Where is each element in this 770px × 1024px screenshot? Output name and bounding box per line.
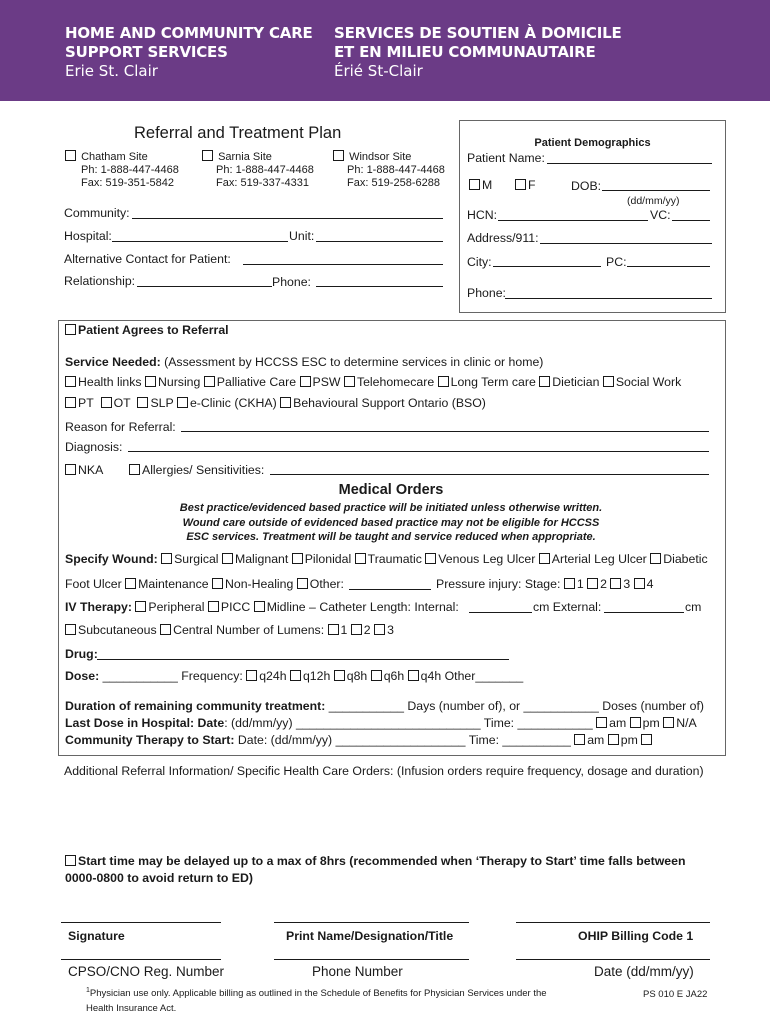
- patient-name-field[interactable]: [547, 163, 712, 164]
- city-field[interactable]: [493, 266, 601, 267]
- cm-label: cm: [685, 600, 702, 614]
- checkbox[interactable]: [65, 376, 76, 387]
- hcn-label: HCN:: [467, 208, 498, 222]
- female-checkbox[interactable]: [515, 179, 526, 190]
- q12h-checkbox[interactable]: [290, 670, 301, 681]
- diagnosis-label: Diagnosis:: [65, 440, 123, 454]
- lumen-label: 2: [363, 623, 371, 637]
- pressure-row: [436, 577, 653, 591]
- service-pt[interactable]: [65, 396, 94, 410]
- checkbox[interactable]: [539, 553, 550, 564]
- unit-field[interactable]: [316, 241, 443, 242]
- site-sarnia: [202, 150, 314, 190]
- service-label: Behavioural Support Ontario (BSO): [293, 396, 486, 410]
- stage-label: 3: [623, 577, 631, 591]
- stage1-checkbox[interactable]: [564, 578, 575, 589]
- checkbox[interactable]: [650, 553, 661, 564]
- form-title: Referral and Treatment Plan: [134, 124, 342, 142]
- male-label: M: [482, 178, 493, 192]
- header-en-line1: HOME AND COMMUNITY CARE: [65, 24, 313, 42]
- windsor-site-name: Windsor Site: [349, 151, 412, 163]
- dose-field[interactable]: ___________: [102, 669, 178, 683]
- checkbox[interactable]: [137, 397, 148, 408]
- service-health-links[interactable]: [65, 375, 142, 389]
- wound-option-label: Maintenance: [138, 577, 209, 591]
- services-row2: [65, 396, 486, 410]
- ohip-label: OHIP Billing Code 1: [578, 929, 694, 943]
- windsor-fax: Fax: 519-258-6288: [347, 177, 440, 189]
- wound-option-label: Venous Leg Ulcer: [438, 552, 536, 566]
- patient-agrees: [65, 323, 229, 337]
- community-field[interactable]: [132, 218, 443, 219]
- date-field[interactable]: [516, 959, 710, 960]
- signature-field[interactable]: [61, 922, 221, 923]
- start-time-note: [65, 853, 686, 887]
- q4h-checkbox[interactable]: [408, 670, 419, 681]
- nka-label: NKA: [78, 463, 104, 477]
- wound-option-label: Other:: [309, 577, 344, 591]
- pc-field[interactable]: [627, 266, 710, 267]
- allergies-checkbox[interactable]: [129, 464, 140, 475]
- checkbox[interactable]: [539, 376, 550, 387]
- nka-option: [65, 463, 103, 477]
- service-label: Nursing: [157, 375, 201, 389]
- note-line2: Wound care outside of evidenced based practice may not be eligible for HCCSS: [182, 516, 600, 529]
- checkbox[interactable]: [212, 578, 223, 589]
- checkbox[interactable]: [280, 397, 291, 408]
- header-fr-line1: SERVICES DE SOUTIEN À DOMICILE: [334, 24, 622, 42]
- footnote-line2: Health Insurance Act.: [86, 1003, 177, 1015]
- footnote: [86, 983, 547, 1016]
- relationship-label: Relationship:: [64, 274, 136, 288]
- checkbox[interactable]: [161, 553, 172, 564]
- drug-field[interactable]: [97, 659, 509, 660]
- service-telehomecare[interactable]: [344, 375, 434, 389]
- reason-field[interactable]: [181, 431, 709, 432]
- wound-option-label: Traumatic: [367, 552, 422, 566]
- services-row1: [65, 375, 681, 389]
- allergies-field[interactable]: [270, 474, 709, 475]
- address-label: Address/911:: [467, 231, 539, 245]
- iv-option-label: Subcutaneous: [78, 623, 157, 637]
- lumen-label: 1: [340, 623, 348, 637]
- wound-row1: [65, 552, 708, 566]
- wound-non-healing[interactable]: [212, 577, 293, 591]
- iv-label: IV Therapy:: [65, 600, 132, 614]
- wound-option-label: Diabetic: [663, 552, 708, 566]
- checkbox[interactable]: [344, 376, 355, 387]
- dose-row: [65, 669, 523, 683]
- iv-option-label: Peripheral: [148, 600, 205, 614]
- checkbox[interactable]: [177, 397, 188, 408]
- last-dose-pm-checkbox[interactable]: [630, 717, 641, 728]
- checkbox[interactable]: [355, 553, 366, 564]
- sarnia-checkbox[interactable]: [202, 150, 213, 161]
- cpso-field[interactable]: [61, 959, 221, 960]
- stage3-checkbox[interactable]: [610, 578, 621, 589]
- frequency-option: q4h Other: [420, 669, 476, 683]
- checkbox[interactable]: [208, 601, 219, 612]
- internal-length-field[interactable]: [469, 612, 532, 613]
- pm-label: pm: [620, 733, 638, 747]
- checkbox[interactable]: [101, 397, 112, 408]
- lumen3-checkbox[interactable]: [374, 624, 385, 635]
- allergies-label: Allergies/ Sensitivities:: [142, 463, 265, 477]
- checkbox[interactable]: [65, 397, 76, 408]
- relationship-field[interactable]: [137, 286, 272, 287]
- checkbox[interactable]: [292, 553, 303, 564]
- chatham-phone: Ph: 1-888-447-4468: [81, 164, 179, 176]
- start-time-line1: Start time may be delayed up to a max of 8hrs (recommended when ‘Therapy to Start’ time falls between: [78, 854, 686, 868]
- community-therapy-row: [65, 733, 654, 747]
- phone-field[interactable]: [316, 286, 443, 287]
- iv-subcutaneous[interactable]: [65, 623, 157, 637]
- pm-label: pm: [642, 716, 660, 730]
- iv-picc[interactable]: [208, 600, 250, 614]
- footnote-line1: Physician use only. Applicable billing as outlined in the Schedule of Benefits for Physician Services under the: [89, 988, 547, 1000]
- checkbox[interactable]: [254, 601, 265, 612]
- duration-text[interactable]: ___________ Days (number of), or ___________ Doses (number of): [328, 699, 705, 713]
- service-needed-row: [65, 355, 543, 369]
- vc-field[interactable]: [672, 220, 710, 221]
- wound-option-label: Pilonidal: [304, 552, 352, 566]
- phone-number-field[interactable]: [274, 959, 469, 960]
- start-time-checkbox[interactable]: [65, 855, 76, 866]
- service-ot[interactable]: [101, 396, 131, 410]
- wound-option-label: Arterial Leg Ulcer: [551, 552, 647, 566]
- diagnosis-field[interactable]: [128, 451, 709, 452]
- print-name-field[interactable]: [274, 922, 469, 923]
- service-label: Social Work: [615, 375, 682, 389]
- service-label: OT: [113, 396, 131, 410]
- service-dietician[interactable]: [539, 375, 599, 389]
- am-label: am: [609, 716, 627, 730]
- site-windsor: [333, 150, 445, 190]
- checkbox[interactable]: [300, 376, 311, 387]
- drug-label: Drug:: [65, 647, 98, 661]
- header-english: [65, 24, 313, 81]
- service-nursing[interactable]: [145, 375, 200, 389]
- checkbox[interactable]: [438, 376, 449, 387]
- ohip-field[interactable]: [516, 922, 710, 923]
- frequency-option: q8h: [346, 669, 368, 683]
- agree-checkbox[interactable]: [65, 324, 76, 335]
- stage2-checkbox[interactable]: [587, 578, 598, 589]
- checkbox[interactable]: [603, 376, 614, 387]
- therapy-am-checkbox[interactable]: [574, 734, 585, 745]
- wound-other[interactable]: [297, 577, 344, 591]
- pressure-label: Pressure injury: Stage:: [436, 577, 561, 591]
- iv-option-label: PICC: [220, 600, 251, 614]
- site-chatham: [65, 150, 179, 190]
- agree-label: Patient Agrees to Referral: [78, 323, 229, 337]
- hospital-label: Hospital:: [64, 229, 112, 243]
- allergies-option: [129, 463, 264, 477]
- service-label: Palliative Care: [216, 375, 297, 389]
- wound-traumatic[interactable]: [355, 552, 422, 566]
- q24h-checkbox[interactable]: [246, 670, 257, 681]
- service-label: e-Clinic (CKHA): [189, 396, 277, 410]
- service-long-term-care[interactable]: [438, 375, 536, 389]
- dob-format: (dd/mm/yy): [627, 195, 680, 207]
- frequency-option: q6h: [383, 669, 405, 683]
- service-label: Health links: [78, 375, 142, 389]
- lumen2-checkbox[interactable]: [351, 624, 362, 635]
- community-therapy-text[interactable]: Date: (dd/mm/yy) ___________________ Time: __________: [234, 733, 571, 747]
- vc-label: VC:: [650, 208, 671, 222]
- last-dose-am-checkbox[interactable]: [596, 717, 607, 728]
- iv-central[interactable]: [160, 623, 324, 637]
- city-label: City:: [467, 255, 492, 269]
- pc-label: PC:: [606, 255, 627, 269]
- na-label: N/A: [676, 716, 697, 730]
- footnote-mark: 1: [86, 987, 90, 994]
- chatham-checkbox[interactable]: [65, 150, 76, 161]
- community-label: Community:: [64, 206, 130, 220]
- last-dose-na-checkbox[interactable]: [663, 717, 674, 728]
- q8h-checkbox[interactable]: [334, 670, 345, 681]
- reason-label: Reason for Referral:: [65, 420, 176, 434]
- wound-other-field[interactable]: [349, 589, 431, 590]
- checkbox[interactable]: [204, 376, 215, 387]
- last-dose-label: Last Dose in Hospital: Date: [65, 716, 225, 730]
- subcutaneous-row: [65, 623, 394, 637]
- wound-option-label: Malignant: [234, 552, 289, 566]
- sarnia-site-name: Sarnia Site: [218, 151, 272, 163]
- stage-label: 4: [646, 577, 654, 591]
- community-therapy-label: Community Therapy to Start:: [65, 733, 235, 747]
- wound-venous[interactable]: [425, 552, 535, 566]
- checkbox[interactable]: [125, 578, 136, 589]
- male-checkbox[interactable]: [469, 179, 480, 190]
- wound-row2: [65, 577, 344, 591]
- service-slp[interactable]: [137, 396, 173, 410]
- phone-label: Phone:: [272, 275, 311, 289]
- checkbox[interactable]: [145, 376, 156, 387]
- dob-field[interactable]: [602, 190, 710, 191]
- sarnia-fax: Fax: 519-337-4331: [216, 177, 309, 189]
- sex-female: [515, 178, 536, 192]
- external-length-field[interactable]: [604, 612, 684, 613]
- iv-peripheral[interactable]: [135, 600, 204, 614]
- wound-arterial[interactable]: [539, 552, 647, 566]
- alt-contact-field[interactable]: [243, 264, 443, 265]
- stage-label: 1: [576, 577, 584, 591]
- iv-midline[interactable]: [254, 600, 459, 614]
- wound-malignant[interactable]: [222, 552, 288, 566]
- chatham-fax: Fax: 519-351-5842: [81, 177, 174, 189]
- therapy-pm-checkbox[interactable]: [608, 734, 619, 745]
- header-en-region: Erie St. Clair: [65, 62, 158, 80]
- iv-option-label: Midline – Catheter Length: Internal:: [266, 600, 459, 614]
- form-code: PS 010 E JA22: [643, 989, 708, 1000]
- service-label: Dietician: [552, 375, 600, 389]
- dose-label: Dose:: [65, 669, 100, 683]
- service-eclinic[interactable]: [177, 396, 277, 410]
- date-label: Date (dd/mm/yy): [594, 964, 694, 979]
- signature-label: Signature: [68, 929, 125, 943]
- chatham-site-name: Chatham Site: [81, 151, 148, 163]
- demographics-title: Patient Demographics: [534, 137, 651, 149]
- frequency-option: q24h: [259, 669, 287, 683]
- service-needed-note: (Assessment by HCCSS ESC to determine services in clinic or home): [164, 355, 544, 369]
- service-psw[interactable]: [300, 375, 341, 389]
- phone-number-label: Phone Number: [312, 964, 403, 979]
- checkbox[interactable]: [222, 553, 233, 564]
- frequency-option: q12h: [302, 669, 331, 683]
- checkbox[interactable]: [135, 601, 146, 612]
- stage-label: 2: [600, 577, 607, 591]
- checkbox[interactable]: [160, 624, 171, 635]
- header-french: [334, 24, 622, 81]
- dob-label: DOB:: [571, 179, 602, 193]
- stage4-checkbox[interactable]: [634, 578, 645, 589]
- service-social-work[interactable]: [603, 375, 681, 389]
- checkbox[interactable]: [425, 553, 436, 564]
- service-palliative[interactable]: [204, 375, 296, 389]
- header-fr-region: Érié St-Clair: [334, 62, 423, 80]
- windsor-checkbox[interactable]: [333, 150, 344, 161]
- demographics-phone-label: Phone:: [467, 286, 506, 300]
- additional-info-area[interactable]: [64, 782, 724, 842]
- service-needed-label: Service Needed:: [65, 355, 161, 369]
- note-line3: ESC services. Treatment will be taught and service reduced when appropriate.: [186, 531, 596, 543]
- print-name-label: Print Name/Designation/Title: [286, 929, 454, 943]
- wound-label: Specify Wound:: [65, 552, 158, 566]
- note-line1: Best practice/evidenced based practice will be initiated unless otherwise written.: [179, 502, 603, 514]
- checkbox[interactable]: [65, 624, 76, 635]
- checkbox[interactable]: [297, 578, 308, 589]
- patient-name-label: Patient Name:: [467, 151, 545, 165]
- last-dose-row: [65, 716, 697, 730]
- cm-external-label: cm External:: [533, 600, 602, 614]
- iv-row: [65, 600, 459, 614]
- alt-contact-label: Alternative Contact for Patient:: [64, 252, 231, 266]
- windsor-phone: Ph: 1-888-447-4468: [347, 164, 445, 176]
- female-label: F: [528, 178, 536, 192]
- wound-surgical[interactable]: [161, 552, 218, 566]
- header-fr-line2: ET EN MILIEU COMMUNAUTAIRE: [334, 43, 596, 61]
- medical-orders-note: [58, 501, 724, 545]
- sex-male: [469, 178, 492, 192]
- unit-label: Unit:: [289, 229, 315, 243]
- start-time-line2: 0000-0800 to avoid return to ED): [65, 871, 253, 885]
- cpso-label: CPSO/CNO Reg. Number: [68, 964, 225, 979]
- duration-row: [65, 699, 704, 713]
- wound-pilonidal[interactable]: [292, 552, 352, 566]
- wound-option-label: Non-Healing: [224, 577, 294, 591]
- service-label: SLP: [150, 396, 174, 410]
- lumen1-checkbox[interactable]: [328, 624, 339, 635]
- hospital-field[interactable]: [112, 241, 288, 242]
- therapy-extra-checkbox[interactable]: [641, 734, 652, 745]
- service-label: Long Term care: [450, 375, 536, 389]
- am-label: am: [587, 733, 605, 747]
- other-frequency-field[interactable]: _______: [475, 669, 524, 683]
- wound-diabetic[interactable]: [650, 552, 707, 566]
- nka-checkbox[interactable]: [65, 464, 76, 475]
- lumen-label: 3: [387, 623, 394, 637]
- wound-maintenance[interactable]: [125, 577, 208, 591]
- iv-option-label: Central Number of Lumens:: [173, 623, 325, 637]
- frequency-label: Frequency:: [181, 669, 243, 683]
- header-en-line2: SUPPORT SERVICES: [65, 43, 228, 61]
- demographics-phone-field[interactable]: [505, 298, 712, 299]
- hcn-field[interactable]: [498, 220, 648, 221]
- medical-orders-title: Medical Orders: [338, 482, 444, 498]
- wound-cont-label: Foot Ulcer: [65, 577, 122, 591]
- last-dose-text[interactable]: : (dd/mm/yy) ___________________________ Time: ___________: [224, 716, 593, 730]
- q6h-checkbox[interactable]: [371, 670, 382, 681]
- duration-label: Duration of remaining community treatment:: [65, 699, 326, 713]
- sarnia-phone: Ph: 1-888-447-4468: [216, 164, 314, 176]
- service-label: PSW: [312, 375, 341, 389]
- service-label: Telehomecare: [356, 375, 435, 389]
- service-label: PT: [78, 396, 94, 410]
- additional-info-label: Additional Referral Information/ Specific Health Care Orders: (Infusion orders require frequency, dosage and duration): [64, 764, 704, 778]
- service-bso[interactable]: [280, 396, 486, 410]
- wound-option-label: Surgical: [174, 552, 219, 566]
- address-field[interactable]: [540, 243, 712, 244]
